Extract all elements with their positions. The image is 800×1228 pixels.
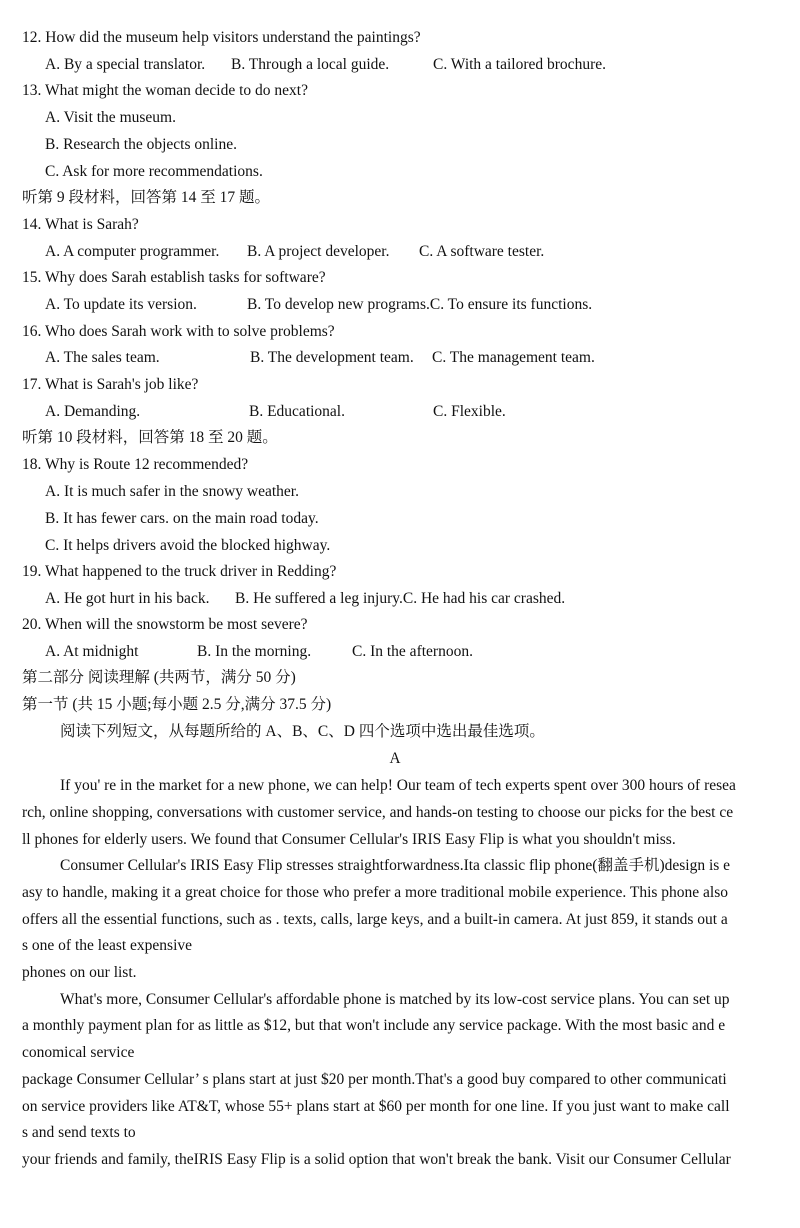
passage-label: A <box>389 750 401 767</box>
passage-line: offers all the essential functions, such as . texts, calls, large keys, and a built-in camera. At just 859, it stands out a <box>22 911 728 928</box>
passage-line: s one of the least expensive <box>22 937 193 954</box>
option-b: B. In the morning. <box>197 643 312 660</box>
question-13-stem: 13. What might the woman decide to do next? <box>22 82 308 99</box>
passage-line: conomical service <box>22 1044 135 1061</box>
passage-line: Consumer Cellular's IRIS Easy Flip stresses straightforwardness.Ita classic flip phone(翻盖手机)design is e <box>60 857 731 874</box>
section-1-title: 第一节 (共 15 小题;每小题 2.5 分,满分 37.5 分) <box>22 696 332 713</box>
option-c: C. The management team. <box>432 349 595 366</box>
option-b: B. Educational. <box>249 403 345 420</box>
part-2-title: 第二部分 阅读理解 (共两节，满分 50 分) <box>22 669 296 686</box>
question-13-option-c: C. Ask for more recommendations. <box>45 163 263 180</box>
option-a: A. At midnight <box>45 643 139 660</box>
option-b-c: B. To develop new programs.C. To ensure its functions. <box>247 296 593 313</box>
option-b: B. Through a local guide. <box>231 56 390 73</box>
question-18-option-b: B. It has fewer cars. on the main road today. <box>45 510 319 527</box>
question-16-stem: 16. Who does Sarah work with to solve problems? <box>22 323 335 340</box>
passage-line: rch, online shopping, conversations with customer service, and hands-on testing to choose our picks for the best ce <box>22 804 734 821</box>
option-c: C. A software tester. <box>419 243 545 260</box>
option-c: C. With a tailored brochure. <box>433 56 606 73</box>
passage-line: s and send texts to <box>22 1124 136 1141</box>
question-18-option-a: A. It is much safer in the snowy weather. <box>45 483 299 500</box>
question-18-option-c: C. It helps drivers avoid the blocked highway. <box>45 537 331 554</box>
question-12-stem: 12. How did the museum help visitors understand the paintings? <box>22 29 421 46</box>
passage-line: ll phones for elderly users. We found that Consumer Cellular's IRIS Easy Flip is what you shouldn't miss. <box>22 831 676 848</box>
passage-line: asy to handle, making it a great choice for those who prefer a more traditional mobile experience. This phone also <box>22 884 729 901</box>
passage-line: package Consumer Cellular’ s plans start at just $20 per month.That's a good buy compared to other communicati <box>22 1071 727 1088</box>
option-b-c: B. He suffered a leg injury.C. He had his car crashed. <box>235 590 566 607</box>
question-19-stem: 19. What happened to the truck driver in Redding? <box>22 563 337 580</box>
passage-line: phones on our list. <box>22 964 137 981</box>
option-a: A. A computer programmer. <box>45 243 220 260</box>
question-17-stem: 17. What is Sarah's job like? <box>22 376 199 393</box>
option-b: B. The development team. <box>250 349 414 366</box>
passage-line: If you' re in the market for a new phone, we can help! Our team of tech experts spent over 300 hours of resea <box>60 777 736 794</box>
section-10-heading: 听第 10 段材料，回答第 18 至 20 题。 <box>22 429 278 446</box>
passage-line: your friends and family, theIRIS Easy Flip is a solid option that won't break the bank. Visit our Consumer Cellular <box>22 1151 731 1168</box>
option-c: C. Flexible. <box>433 403 506 420</box>
option-a: A. To update its version. <box>45 296 197 313</box>
question-13-option-a: A. Visit the museum. <box>45 109 176 126</box>
question-13-option-b: B. Research the objects online. <box>45 136 237 153</box>
option-c: C. In the afternoon. <box>352 643 473 660</box>
question-15-stem: 15. Why does Sarah establish tasks for software? <box>22 269 326 286</box>
option-a: A. The sales team. <box>45 349 160 366</box>
question-14-stem: 14. What is Sarah? <box>22 216 139 233</box>
passage-line: on service providers like AT&T, whose 55+ plans start at $60 per month for one line. If you just want to make call <box>22 1098 730 1115</box>
instruction: 阅读下列短文，从每题所给的 A、B、C、D 四个选项中选出最佳选项。 <box>60 723 545 740</box>
question-20-stem: 20. When will the snowstorm be most severe? <box>22 616 308 633</box>
option-a: A. By a special translator. <box>45 56 206 73</box>
option-a: A. He got hurt in his back. <box>45 590 210 607</box>
passage-line: a monthly payment plan for as little as $12, but that won't include any service package. With the most basic and e <box>22 1017 726 1034</box>
question-18-stem: 18. Why is Route 12 recommended? <box>22 456 249 473</box>
section-9-heading: 听第 9 段材料，回答第 14 至 17 题。 <box>22 189 271 206</box>
option-b: B. A project developer. <box>247 243 390 260</box>
option-a: A. Demanding. <box>45 403 141 420</box>
passage-line: What's more, Consumer Cellular's affordable phone is matched by its low-cost service plans. You can set up <box>60 991 730 1008</box>
